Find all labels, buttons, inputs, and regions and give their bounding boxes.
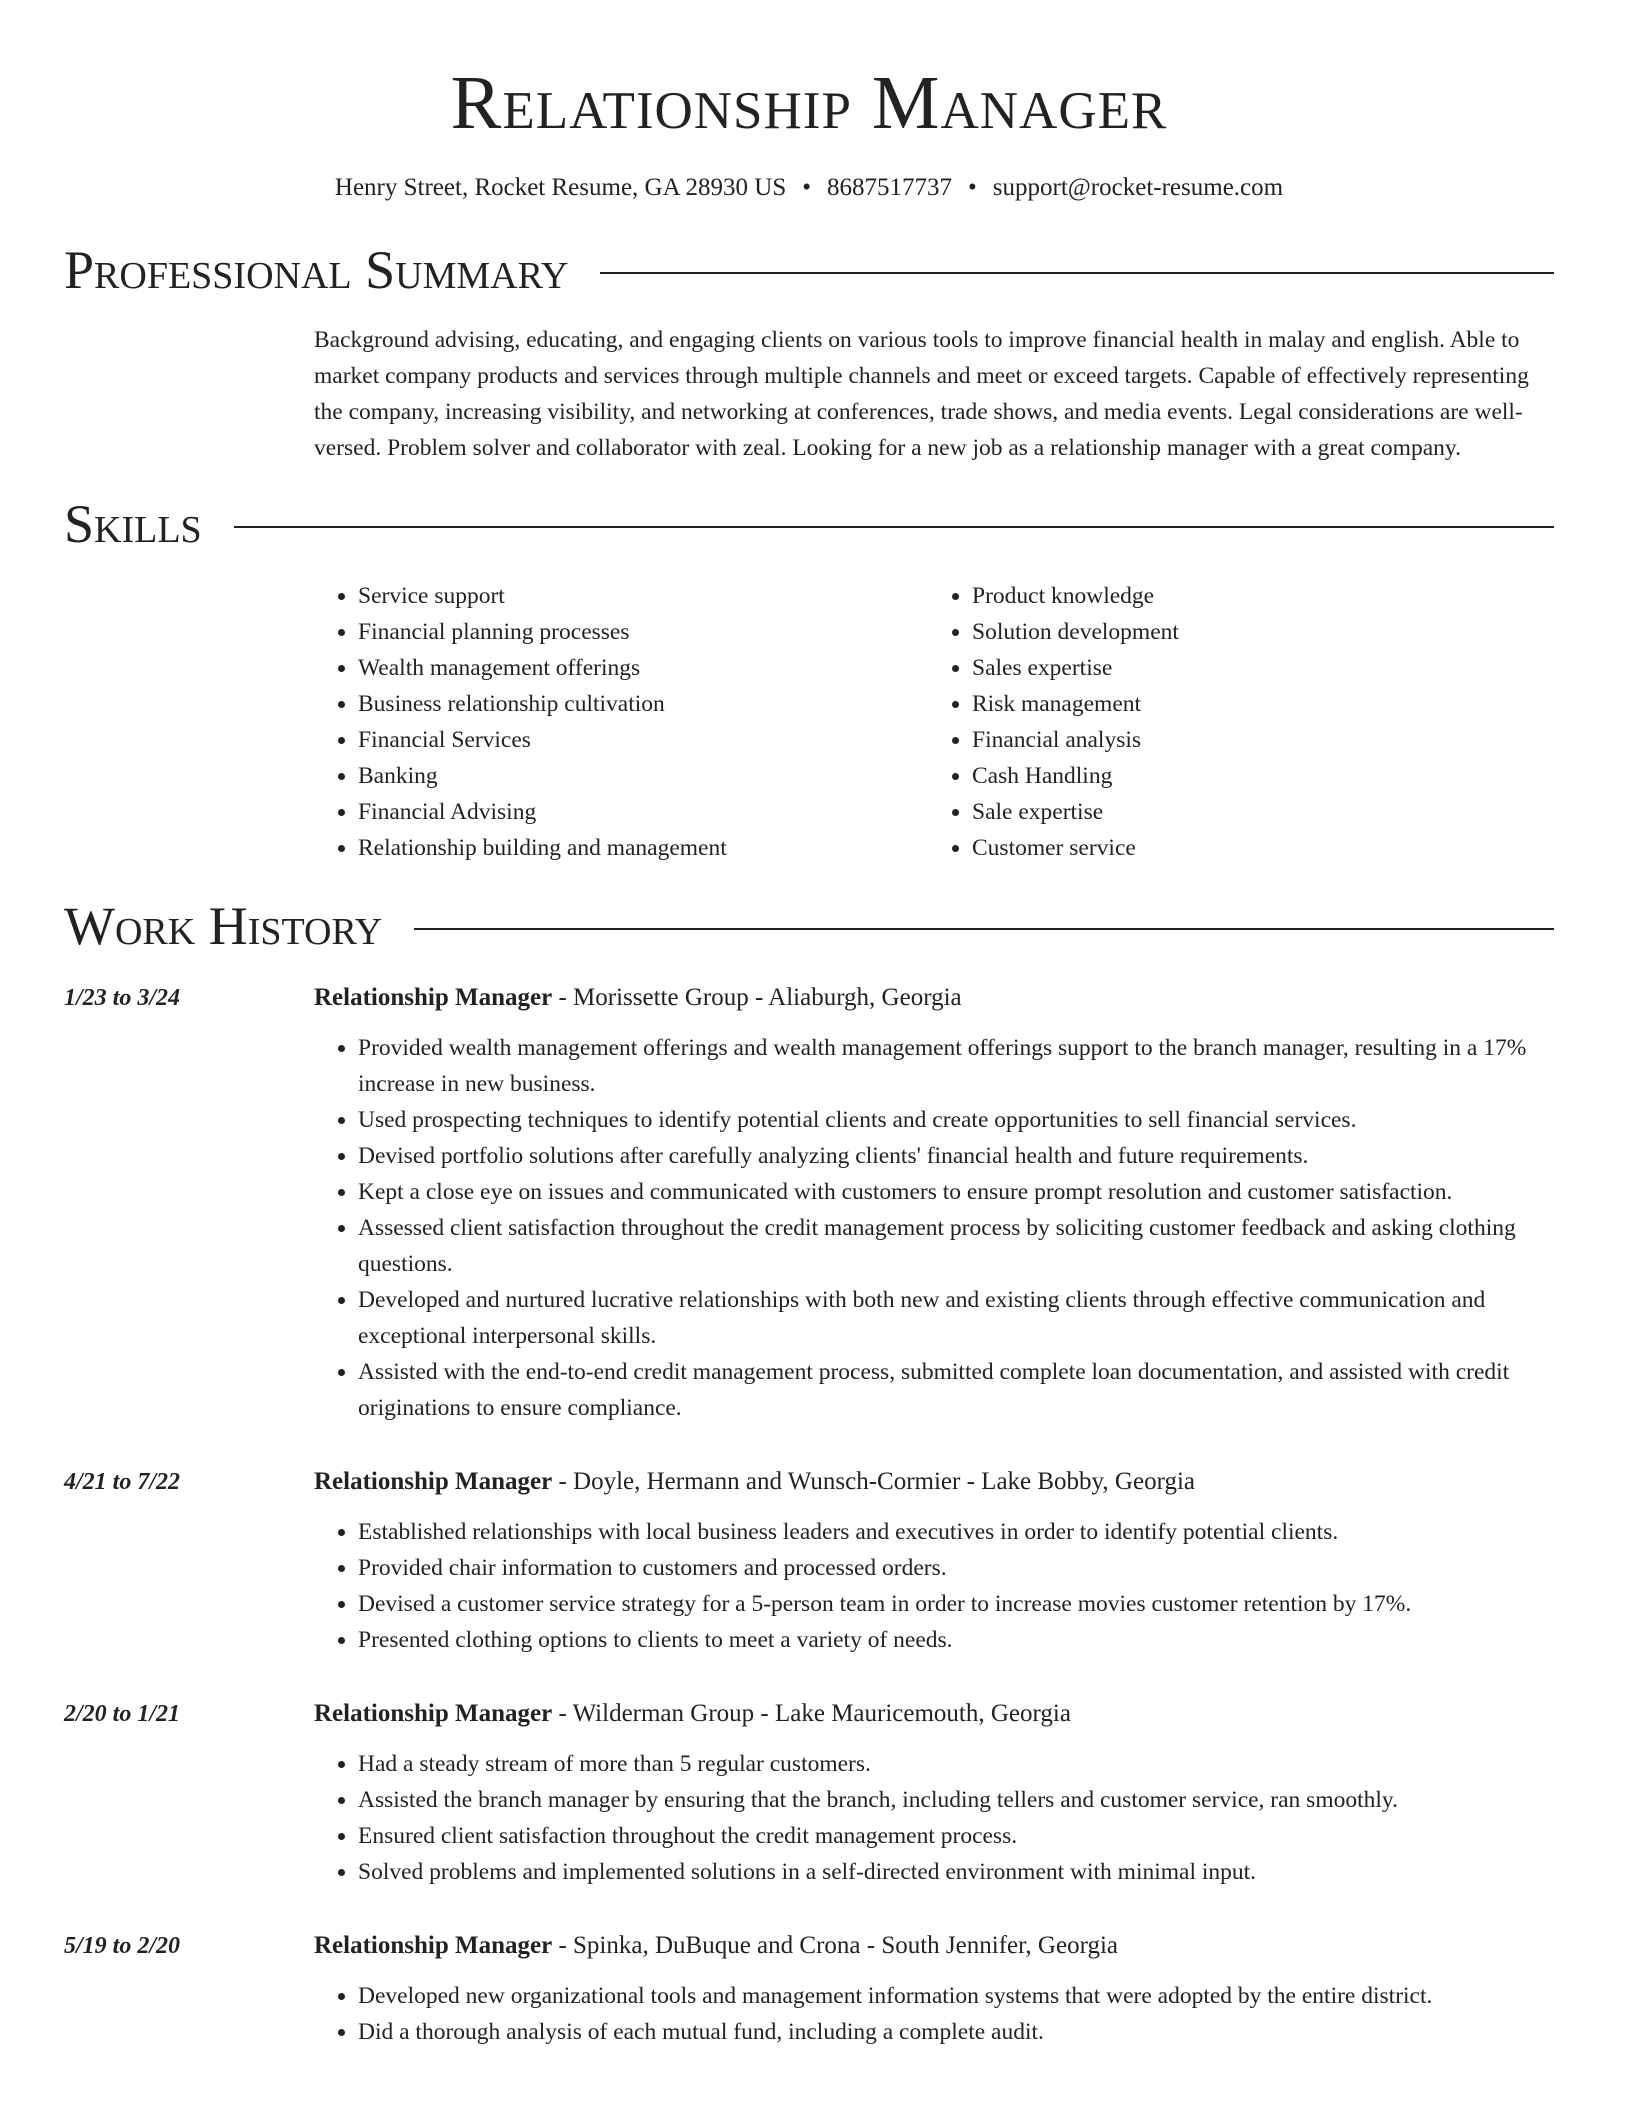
skill-item: • Financial planning processes: [358, 614, 928, 650]
resume-page: [64, 0, 1554, 2050]
job-bullet: • Devised a customer service strategy for a 5-person team in order to increase movies customer retention by 17%.: [358, 1586, 1554, 1622]
job-entry: [64, 1696, 1554, 1890]
job-bullet: • Provided wealth management offerings and wealth management offerings support to the branch manager, resulting in a 17% increase in new business.: [358, 1030, 1554, 1102]
job-bullet: • Did a thorough analysis of each mutual fund, including a complete audit.: [358, 2014, 1554, 2050]
skill-item: • Financial Advising: [358, 794, 928, 830]
skills-list: [314, 578, 1554, 866]
skill-item: • Cash Handling: [972, 758, 1542, 794]
job-dates: 1/23 to 3/24: [64, 985, 181, 1011]
contact-phone: 8687517737: [827, 174, 953, 201]
job-bullet: • Solved problems and implemented solutions in a self-directed environment with minimal input.: [358, 1854, 1554, 1890]
job-body: [314, 1928, 1554, 2050]
work-section-header: [64, 894, 1554, 958]
skill-item: • Financial Services: [358, 722, 928, 758]
job-bullet: • Developed and nurtured lucrative relationships with both new and existing clients through effective communication and exceptional interpersonal skills.: [358, 1282, 1554, 1354]
job-bullets: [314, 1978, 1554, 2050]
job-body: [314, 1696, 1554, 1890]
job-role: Relationship Manager: [314, 1700, 553, 1727]
contact-address: Henry Street, Rocket Resume, GA 28930 US: [334, 174, 787, 201]
job-dates: 4/21 to 7/22: [64, 1469, 181, 1495]
skill-item: • Sale expertise: [972, 794, 1542, 830]
skill-item: • Banking: [358, 758, 928, 794]
summary-heading: Professional Summary: [64, 240, 569, 300]
skill-item: • Product knowledge: [972, 578, 1542, 614]
job-role: Relationship Manager: [314, 1932, 553, 1959]
work-history-list: [64, 980, 1554, 2050]
job-body: [314, 1464, 1554, 1658]
job-heading: [314, 1928, 1554, 1964]
contact-line: [64, 172, 1554, 204]
summary-section-header: [64, 238, 1554, 302]
skills-heading: Skills: [64, 494, 202, 554]
job-bullet: • Devised portfolio solutions after carefully analyzing clients' financial health and future requirements.: [358, 1138, 1554, 1174]
job-employer-location: - Morissette Group - Aliaburgh, Georgia: [552, 984, 962, 1011]
job-employer-location: - Doyle, Hermann and Wunsch-Cormier - Lake Bobby, Georgia: [552, 1468, 1196, 1495]
job-bullet: • Provided chair information to customers and processed orders.: [358, 1550, 1554, 1586]
job-heading: [314, 980, 1554, 1016]
job-bullet: • Used prospecting techniques to identify potential clients and create opportunities to sell financial services.: [358, 1102, 1554, 1138]
skill-item: • Relationship building and management: [358, 830, 928, 866]
job-employer-location: - Spinka, DuBuque and Crona - South Jennifer, Georgia: [552, 1932, 1118, 1959]
summary-text: Background advising, educating, and engaging clients on various tools to improve financial health in malay and english. Able to market company products and services through multiple channels and meet or exceed targets. Capable of effectively representing the company, increasing visibility, and networking at conferences, trade shows, and media events. Legal considerations are well-versed. Problem solver and collaborator with zeal. Looking for a new job as a relationship manager with a great company.: [314, 327, 1529, 461]
section-divider: [600, 272, 1554, 274]
job-role: Relationship Manager: [314, 1468, 553, 1495]
skills-column-right: [928, 578, 1542, 866]
job-dates: 2/20 to 1/21: [64, 1701, 181, 1727]
contact-separator: •: [802, 174, 812, 201]
job-bullet: • Assisted with the end-to-end credit management process, submitted complete loan documentation, and assisted with credit originations to ensure compliance.: [358, 1354, 1554, 1426]
job-bullet: • Developed new organizational tools and management information systems that were adopted by the entire district.: [358, 1978, 1554, 2014]
job-bullet: • Assisted the branch manager by ensuring that the branch, including tellers and customer service, ran smoothly.: [358, 1782, 1554, 1818]
job-heading: [314, 1464, 1554, 1500]
job-entry: [64, 980, 1554, 1426]
job-bullet: • Presented clothing options to clients to meet a variety of needs.: [358, 1622, 1554, 1658]
job-bullets: [314, 1030, 1554, 1426]
section-divider: [414, 928, 1554, 930]
job-bullets: [314, 1514, 1554, 1658]
work-heading: Work History: [64, 896, 383, 956]
contact-separator: •: [968, 174, 977, 201]
skill-item: • Business relationship cultivation: [358, 686, 928, 722]
job-dates: 5/19 to 2/20: [64, 1933, 181, 1959]
resume-title: Relationship Manager: [450, 61, 1168, 145]
job-bullet: • Kept a close eye on issues and communicated with customers to ensure prompt resolution and customer satisfaction.: [358, 1174, 1554, 1210]
job-entry: [64, 1928, 1554, 2050]
skill-item: • Sales expertise: [972, 650, 1542, 686]
job-role: Relationship Manager: [314, 984, 553, 1011]
job-bullet: • Ensured client satisfaction throughout the credit management process.: [358, 1818, 1554, 1854]
skills-column-left: [314, 578, 928, 866]
skill-item: • Service support: [358, 578, 928, 614]
job-bullet: • Established relationships with local business leaders and executives in order to identify potential clients.: [358, 1514, 1554, 1550]
skill-item: • Wealth management offerings: [358, 650, 928, 686]
job-entry: [64, 1464, 1554, 1658]
skill-item: • Solution development: [972, 614, 1542, 650]
skills-section-header: [64, 492, 1554, 556]
skill-item: • Customer service: [972, 830, 1542, 866]
job-heading: [314, 1696, 1554, 1732]
section-divider: [234, 526, 1554, 528]
contact-email[interactable]: support@rocket-resume.com: [992, 174, 1284, 201]
job-employer-location: - Wilderman Group - Lake Mauricemouth, Georgia: [552, 1700, 1071, 1727]
job-body: [314, 980, 1554, 1426]
job-bullet: • Assessed client satisfaction throughout the credit management process by soliciting customer feedback and asking clothing questions.: [358, 1210, 1554, 1282]
job-bullet: • Had a steady stream of more than 5 regular customers.: [358, 1746, 1554, 1782]
skill-item: • Financial analysis: [972, 722, 1542, 758]
job-bullets: [314, 1746, 1554, 1890]
skill-item: • Risk management: [972, 686, 1542, 722]
